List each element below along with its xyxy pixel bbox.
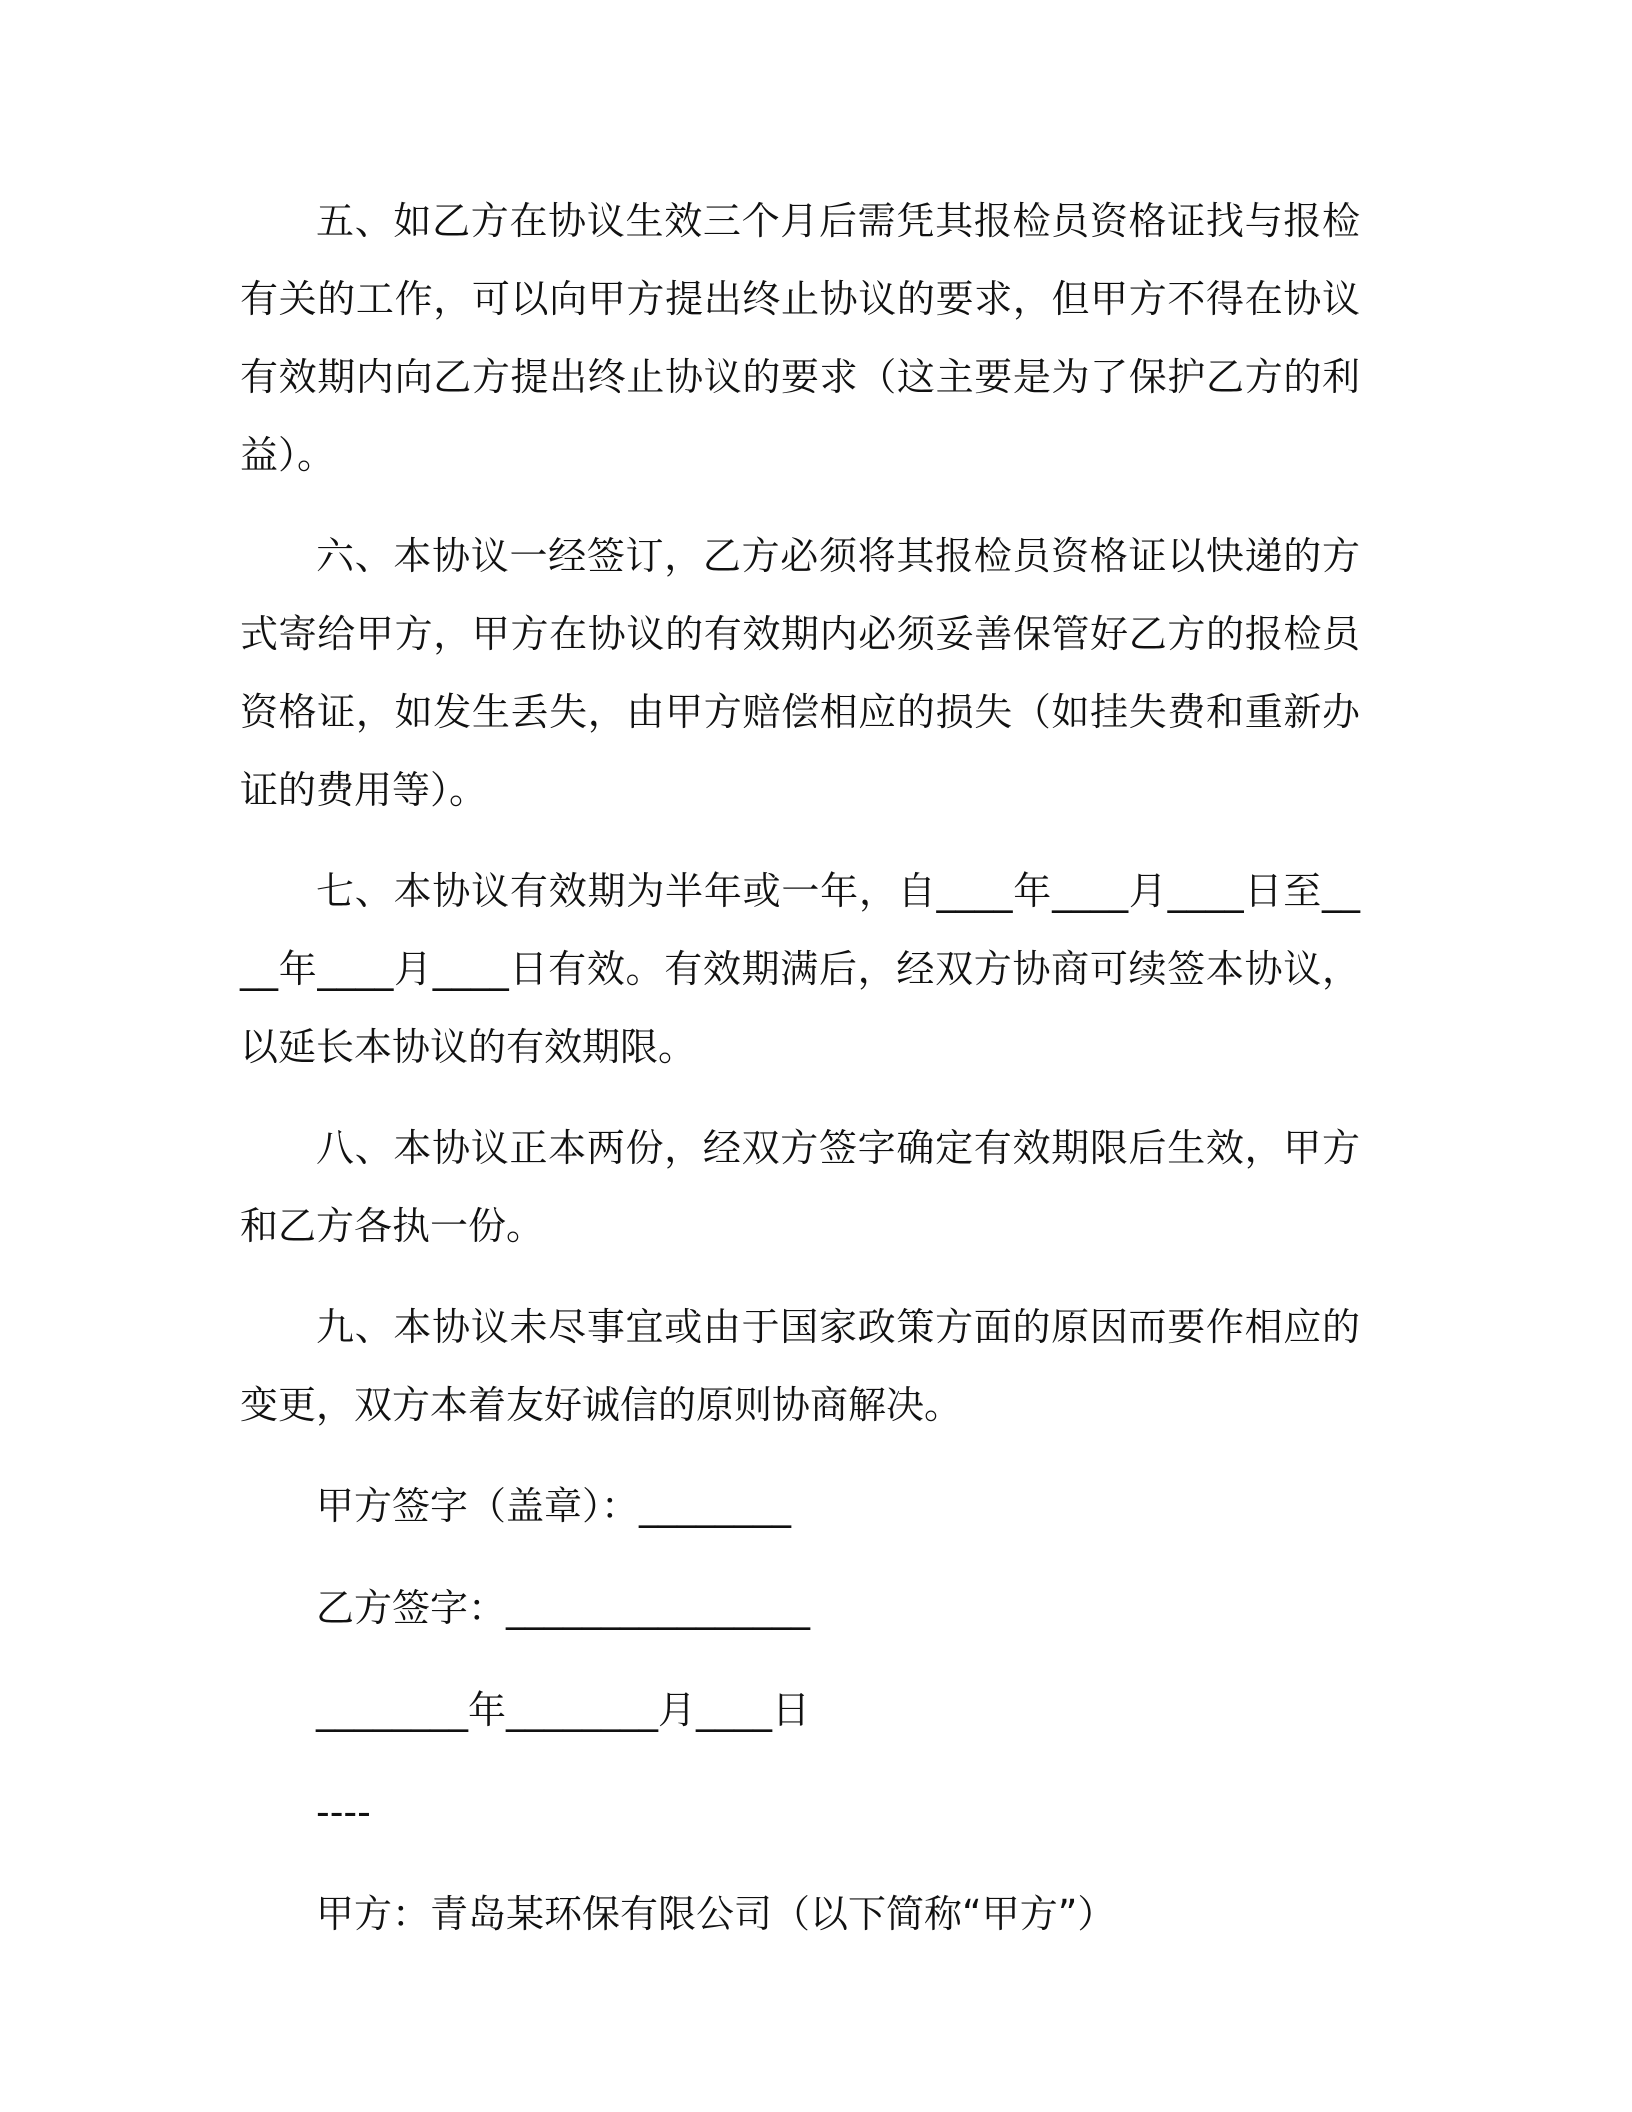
clause-7: 七、本协议有效期为半年或一年，自____年____月____日至____年____月____日有效。有效期满后，经双方协商可续签本协议，以延长本协议的有效期限。 [240, 869, 1360, 1069]
party-a-signature-line: 甲方签字（盖章）：________ [316, 1484, 792, 1528]
document-body [240, 182, 1360, 1977]
clause-9: 九、本协议未尽事宜或由于国家政策方面的原因而要作相应的变更，双方本着友好诚信的原则协商解决。 [240, 1305, 1360, 1427]
party-a-intro: 甲方：青岛某环保有限公司（以下简称“甲方”） [316, 1892, 1116, 1936]
party-b-signature-line: 乙方签字：________________ [316, 1586, 811, 1630]
clause-5: 五、如乙方在协议生效三个月后需凭其报检员资格证找与报检有关的工作，可以向甲方提出终止协议的要求，但甲方不得在协议有效期内向乙方提出终止协议的要求（这主要是为了保护乙方的利益）。 [240, 199, 1360, 477]
date-line: ________年________月____日 [316, 1688, 811, 1732]
section-separator: ---- [316, 1790, 371, 1834]
clause-6: 六、本协议一经签订，乙方必须将其报检员资格证以快递的方式寄给甲方，甲方在协议的有效期内必须妥善保管好乙方的报检员资格证，如发生丢失，由甲方赔偿相应的损失（如挂失费和重新办证的费用等）。 [240, 534, 1360, 812]
clause-8: 八、本协议正本两份，经双方签字确定有效期限后生效，甲方和乙方各执一份。 [240, 1126, 1360, 1248]
